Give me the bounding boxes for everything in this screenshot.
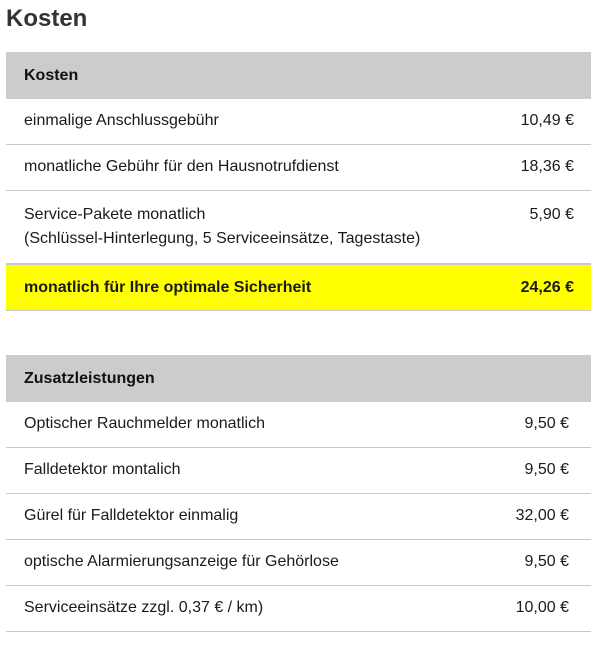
row-label: einmalige Anschlussgebühr	[24, 112, 219, 129]
kosten-table-header: Kosten	[6, 52, 591, 99]
row-price: 18,36 €	[520, 158, 574, 175]
table-row	[6, 586, 591, 632]
table-row	[6, 402, 591, 448]
row-label: Serviceeinsätze zzgl. 0,37 € / km)	[24, 599, 264, 616]
row-label: monatliche Gebühr für den Hausnotrufdienst	[24, 158, 339, 175]
table-row	[6, 99, 591, 145]
page-title: Kosten	[6, 5, 88, 32]
row-price: 10,49 €	[520, 112, 574, 129]
row-label-line1: Service-Pakete monatlich	[24, 206, 206, 223]
zusatz-table-header: Zusatzleistungen	[6, 355, 591, 402]
table-row	[6, 448, 591, 494]
row-label: Falldetektor montalich	[24, 461, 181, 478]
row-price: 10,00 €	[515, 599, 569, 616]
row-price: 32,00 €	[515, 507, 569, 524]
row-label	[24, 203, 518, 251]
total-label: monatlich für Ihre optimale Sicherheit	[24, 279, 312, 296]
table-row	[6, 494, 591, 540]
total-price: 24,26 €	[520, 279, 574, 296]
table-row	[6, 145, 591, 191]
row-label: optische Alarmierungsanzeige für Gehörlose	[24, 553, 339, 570]
total-row	[6, 264, 591, 311]
table-row	[6, 191, 591, 264]
row-label: Optischer Rauchmelder monatlich	[24, 415, 265, 432]
zusatzleistungen-table	[6, 355, 591, 632]
row-price: 5,90 €	[529, 206, 574, 223]
row-price: 9,50 €	[524, 553, 569, 570]
row-label: Gürel für Falldetektor einmalig	[24, 507, 239, 524]
row-label-line2: (Schlüssel-Hinterlegung, 5 Serviceeinsätze, Tagestaste)	[24, 230, 421, 247]
row-price: 9,50 €	[524, 415, 569, 432]
kosten-table	[6, 52, 591, 311]
table-row	[6, 540, 591, 586]
row-price: 9,50 €	[524, 461, 569, 478]
